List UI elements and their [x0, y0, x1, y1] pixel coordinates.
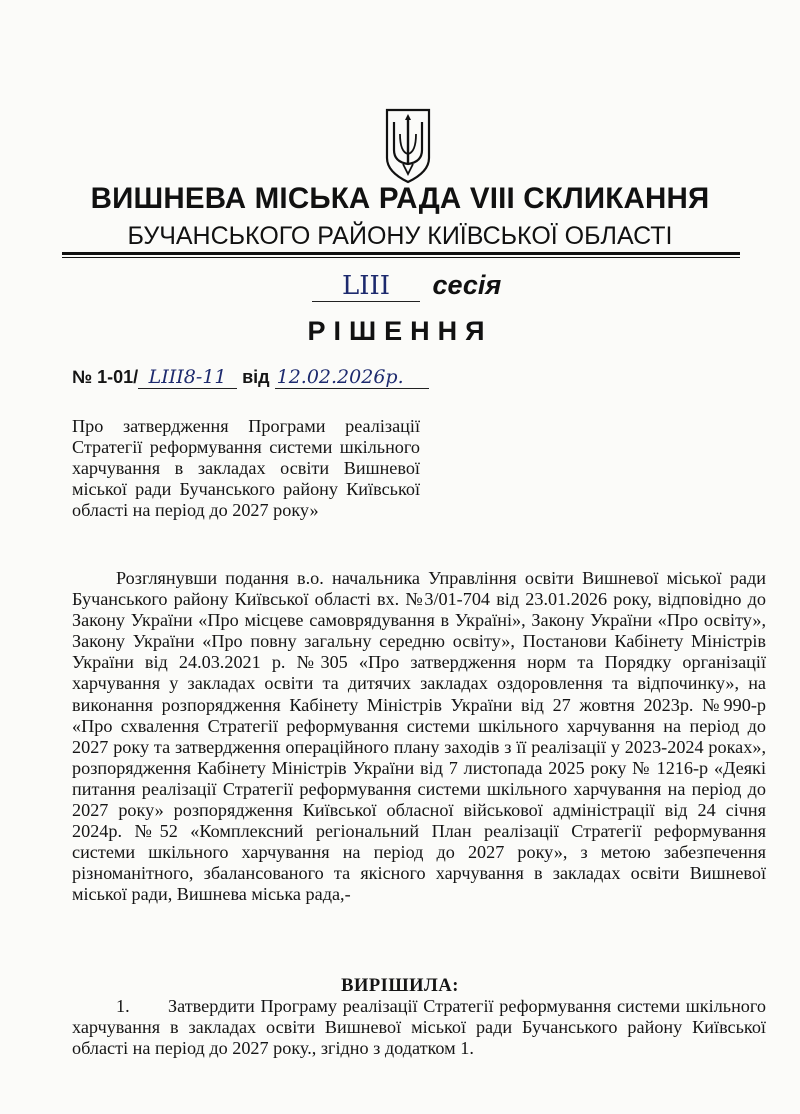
decision-date-label: від [242, 367, 270, 387]
decision-date-handwritten: 12.02.2026р. [275, 366, 429, 389]
decision-title: РІШЕННЯ [307, 316, 493, 346]
resolution-item [72, 996, 766, 1059]
preamble-paragraph: Розглянувши подання в.о. начальника Управління освіти Вишневої міської ради Бучанського району Київської області вх. №3/01-704 від 23.01.2026 року, відповідно до Закону України «Про місцеве самоврядування в Україні», Закону України «Про освіту», Закону України «Про повну загальну середню освіту», Постанови Кабінету Міністрів України від 24.03.2021 р. №305 «Про затвердження норм та Порядку організації харчування у закладах освіти та дитячих закладах оздоровлення та відпочинку», на виконання розпорядження Кабінету Міністрів України від 27 жовтня 2023р. №990-р «Про схвалення Стратегії реформування системи шкільного харчування на період до 2027 року та затвердження операційного плану заходів з її реалізації у 2023-2024 роках», розпорядження Кабінету Міністрів України від 7 листопада 2025 року № 1216-р «Деякі питання реалізації Стратегії реформування системи шкільного харчування на період до 2027 року» розпорядження Київської обласної військової адміністрації від 24 січня 2024р. №52 «Комплексний регіональний План реалізації Стратегії реформування системи шкільного харчування на період до 2027 року», з метою забезпечення різноманітного, збалансованого та якісного харчування в закладах освіти Вишневої міської ради, Вишнева міська рада,- [72, 568, 766, 905]
header-rule-thick [62, 252, 740, 255]
decision-number-label: № 1-01/ [72, 367, 139, 387]
resolution-item-number: 1. [116, 996, 130, 1016]
decision-number-handwritten: LIII8-11 [138, 366, 237, 389]
decision-number-line [72, 366, 429, 389]
session-word: сесія [432, 270, 502, 300]
council-name: ВИШНЕВА МІСЬКА РАДА VIII СКЛИКАННЯ [90, 182, 710, 215]
trident-emblem-icon [383, 106, 433, 186]
decision-subject: Про затвердження Програми реалізації Стратегії реформування системи шкільного харчування в закладах освіти Вишневої міської ради Бучанського району Київської області на період до 2027 року» [72, 416, 420, 520]
header-rule-thin [62, 257, 740, 258]
resolved-heading: ВИРІШИЛА: [341, 976, 459, 996]
resolution-item-text: Затвердити Програму реалізації Стратегії реформування системи шкільного харчування в закладах освіти Вишневої міської ради Бучанського району Київської області на період до 2027 року., згідно з додатком 1. [72, 996, 766, 1059]
session-line [312, 270, 501, 302]
council-region: БУЧАНСЬКОГО РАЙОНУ КИЇВСЬКОЇ ОБЛАСТІ [127, 222, 673, 250]
session-number: LIII [312, 271, 420, 302]
